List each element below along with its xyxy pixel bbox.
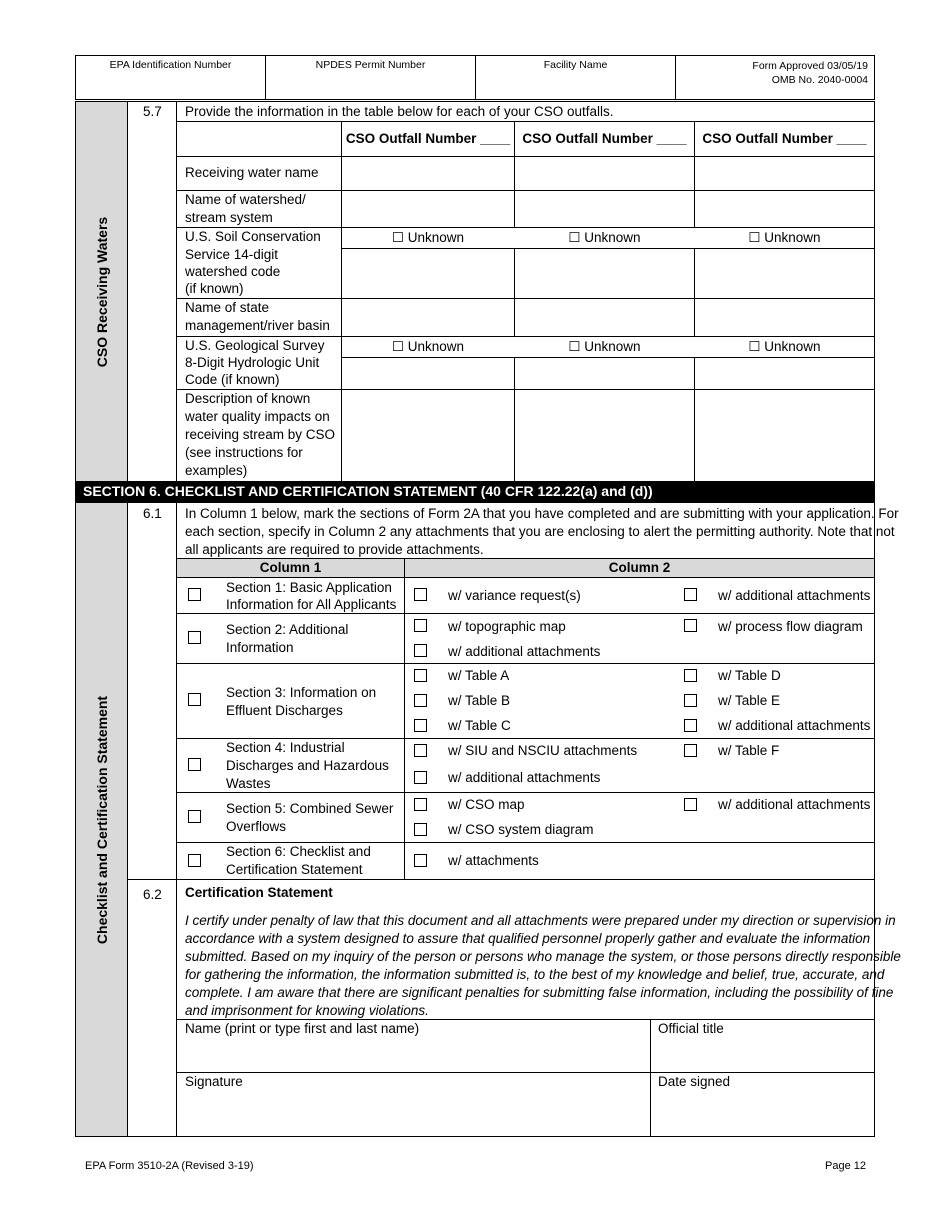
cert-line-3: submitted. Based on my inquiry of the person or persons who manage the system, or those persons directly responsible (185, 949, 901, 964)
facility-label: Facility Name (543, 59, 608, 71)
row-watershed-2: stream system (185, 210, 273, 225)
s3-table-d-checkbox[interactable] (684, 669, 697, 682)
footer-page-number: Page 12 (825, 1160, 866, 1172)
section-6-checkbox[interactable] (188, 854, 201, 867)
section-6-label-1: Section 6: Checklist and (226, 844, 371, 859)
s3-additional-checkbox[interactable] (684, 719, 697, 732)
section-2-label-1: Section 2: Additional (226, 622, 349, 637)
row-impacts-1: Description of known (185, 391, 311, 406)
cert-line-6: and imprisonment for knowing violations. (185, 1003, 429, 1018)
s4-additional-checkbox[interactable] (414, 771, 427, 784)
instruction-line-1: In Column 1 below, mark the sections of Form 2A that you have completed and are submitting with your application. For (185, 506, 899, 521)
s6-attachments-checkbox[interactable] (414, 854, 427, 867)
s2-topographic-label: w/ topographic map (448, 619, 566, 634)
divider (694, 248, 695, 336)
s5-additional-checkbox[interactable] (684, 798, 697, 811)
section-5-checkbox[interactable] (188, 810, 201, 823)
cso-outfall-header-3: CSO Outfall Number ____ (702, 131, 867, 146)
divider (404, 558, 405, 879)
cso-outfall-header-1: CSO Outfall Number ____ (345, 131, 511, 146)
official-title-label: Official title (658, 1021, 724, 1036)
row-impacts-4: (see instructions for (185, 445, 303, 460)
form-approved-date: Form Approved 03/05/19 (752, 60, 868, 72)
usgs-unknown-checkbox-1[interactable]: ☐ Unknown (391, 339, 465, 354)
column-2-header: Column 2 (405, 559, 874, 577)
divider (514, 248, 515, 336)
divider (341, 121, 342, 481)
cso-outfall-header-2: CSO Outfall Number ____ (522, 131, 687, 146)
cso-side-label (75, 101, 128, 482)
usgs-unknown-checkbox-2[interactable]: ☐ Unknown (568, 339, 641, 354)
section-3-checkbox[interactable] (188, 693, 201, 706)
official-title-field[interactable] (651, 1020, 874, 1071)
divider (128, 879, 874, 880)
s5-cso-map-checkbox[interactable] (414, 798, 427, 811)
date-signed-label: Date signed (658, 1074, 731, 1089)
instruction-line-3: all applicants are required to provide attachments. (185, 542, 484, 557)
s3-table-b-label: w/ Table B (448, 693, 511, 708)
s2-additional-label: w/ additional attachments (448, 644, 601, 659)
soil-unknown-checkbox-2[interactable]: ☐ Unknown (568, 230, 641, 245)
cert-line-4: for gathering the information, the information submitted is, to the best of my knowledge and belief, true, accurate, and (185, 967, 885, 982)
section-4-label-2: Discharges and Hazardous (226, 758, 389, 773)
epa-id-field[interactable] (76, 56, 266, 100)
divider (176, 298, 874, 299)
omb-number: OMB No. 2040-0004 (771, 74, 868, 86)
cert-line-5: complete. I am aware that there are significant penalties for submitting false information, including the possibility of fine (185, 985, 894, 1000)
s1-variance-label: w/ variance request(s) (448, 588, 581, 603)
s4-table-f-label: w/ Table F (718, 743, 780, 758)
date-signed-field[interactable] (651, 1073, 874, 1135)
row-usgs-1: U.S. Geological Survey (185, 338, 325, 353)
row-impacts-2: water quality impacts on (185, 409, 330, 424)
s4-additional-label: w/ additional attachments (448, 770, 601, 785)
item-number-6-2: 6.2 (143, 887, 162, 902)
divider (176, 577, 874, 578)
row-impacts-3: receiving stream by CSO (185, 427, 336, 442)
s2-additional-checkbox[interactable] (414, 644, 427, 657)
section-4-label-3: Wastes (226, 776, 271, 791)
checklist-side-text: Checklist and Certification Statement (93, 695, 110, 944)
section-4-label-1: Section 4: Industrial (226, 740, 345, 755)
item-number-5-7: 5.7 (143, 104, 162, 119)
row-usgs-2: 8-Digit Hydrologic Unit (185, 355, 320, 370)
s3-table-d-label: w/ Table D (718, 668, 781, 683)
row-state-basin-1: Name of state (185, 300, 270, 315)
s2-process-flow-checkbox[interactable] (684, 619, 697, 632)
s3-table-a-checkbox[interactable] (414, 669, 427, 682)
s6-attachments-label: w/ attachments (448, 853, 539, 868)
soil-unknown-checkbox-3[interactable]: ☐ Unknown (748, 230, 821, 245)
row-soil-4: (if known) (185, 281, 244, 296)
divider (514, 357, 515, 481)
divider (176, 663, 874, 664)
section-5-label-2: Overflows (226, 819, 287, 834)
s3-table-c-checkbox[interactable] (414, 719, 427, 732)
usgs-unknown-checkbox-3[interactable]: ☐ Unknown (748, 339, 821, 354)
cert-line-2: accordance with a system designed to assure that qualified personnel properly gather and evaluate the information (185, 931, 871, 946)
s3-additional-label: w/ additional attachments (718, 718, 871, 733)
section-2-checkbox[interactable] (188, 631, 201, 644)
facility-name-field[interactable] (476, 56, 676, 100)
row-impacts-5: examples) (185, 463, 248, 478)
divider (176, 101, 177, 481)
column-1-header: Column 1 (177, 559, 404, 577)
row-usgs-3: Code (if known) (185, 372, 280, 387)
soil-unknown-checkbox-1[interactable]: ☐ Unknown (391, 230, 465, 245)
divider (694, 357, 695, 481)
npdes-label: NPDES Permit Number (315, 59, 426, 71)
cso-instruction: Provide the information in the table below for each of your CSO outfalls. (185, 104, 614, 119)
section-1-label-1: Section 1: Basic Application (226, 580, 392, 595)
form-approval (676, 56, 868, 100)
section-6-heading: SECTION 6. CHECKLIST AND CERTIFICATION STATEMENT (40 CFR 122.22(a) and (d)) (75, 481, 875, 502)
s4-table-f-checkbox[interactable] (684, 744, 697, 757)
section-3-label-1: Section 3: Information on (226, 685, 377, 700)
cert-line-1: I certify under penalty of law that this document and all attachments were prepared under my direction or supervision in (185, 913, 896, 928)
divider (176, 156, 874, 157)
row-state-basin-2: management/river basin (185, 318, 330, 333)
row-watershed-1: Name of watershed/ (185, 192, 306, 207)
s4-siu-label: w/ SIU and NSCIU attachments (448, 743, 638, 758)
item-number-6-1: 6.1 (143, 506, 162, 521)
s3-table-b-checkbox[interactable] (414, 694, 427, 707)
instruction-line-2: each section, specify in Column 2 any attachments that you are enclosing to alert the permitting authority. Note that not (185, 524, 895, 539)
s5-additional-label: w/ additional attachments (718, 797, 871, 812)
section-1-checkbox[interactable] (188, 588, 201, 601)
cso-side-text: CSO Receiving Waters (93, 216, 110, 367)
checklist-side-label (75, 502, 128, 1137)
s2-process-flow-label: w/ process flow diagram (718, 619, 863, 634)
s1-additional-checkbox[interactable] (684, 588, 697, 601)
section-3-label-2: Effluent Discharges (226, 703, 343, 718)
s1-additional-label: w/ additional attachments (718, 588, 871, 603)
s3-table-a-label: w/ Table A (448, 668, 510, 683)
s1-variance-checkbox[interactable] (414, 588, 427, 601)
s5-system-diagram-checkbox[interactable] (414, 823, 427, 836)
name-label: Name (print or type first and last name) (185, 1021, 420, 1036)
row-receiving-water: Receiving water name (185, 165, 319, 180)
signature-label: Signature (185, 1074, 243, 1089)
certification-title: Certification Statement (185, 885, 333, 900)
s3-table-c-label: w/ Table C (448, 718, 511, 733)
name-field[interactable] (177, 1020, 649, 1071)
s3-table-e-label: w/ Table E (718, 693, 781, 708)
row-soil-2: Service 14-digit (185, 247, 279, 262)
divider (176, 558, 874, 559)
section-5-label-1: Section 5: Combined Sewer (226, 801, 394, 816)
npdes-permit-field[interactable] (266, 56, 476, 100)
divider (176, 792, 874, 793)
epa-id-label: EPA Identification Number (109, 59, 232, 71)
section-4-checkbox[interactable] (188, 758, 201, 771)
section-1-label-2: Information for All Applicants (226, 597, 397, 612)
footer-form-id: EPA Form 3510-2A (Revised 3-19) (85, 1160, 254, 1172)
signature-field[interactable] (177, 1073, 649, 1135)
row-soil-1: U.S. Soil Conservation (185, 229, 321, 244)
s3-table-e-checkbox[interactable] (684, 694, 697, 707)
section-2-label-2: Information (226, 640, 294, 655)
divider (176, 121, 874, 122)
divider (341, 357, 874, 358)
section-6-label-2: Certification Statement (226, 862, 363, 877)
row-soil-3: watershed code (185, 264, 281, 279)
form-header (75, 55, 875, 100)
s2-topographic-checkbox[interactable] (414, 619, 427, 632)
s4-siu-checkbox[interactable] (414, 744, 427, 757)
s5-cso-map-label: w/ CSO map (448, 797, 525, 812)
divider (341, 248, 874, 249)
s5-system-diagram-label: w/ CSO system diagram (448, 822, 594, 837)
